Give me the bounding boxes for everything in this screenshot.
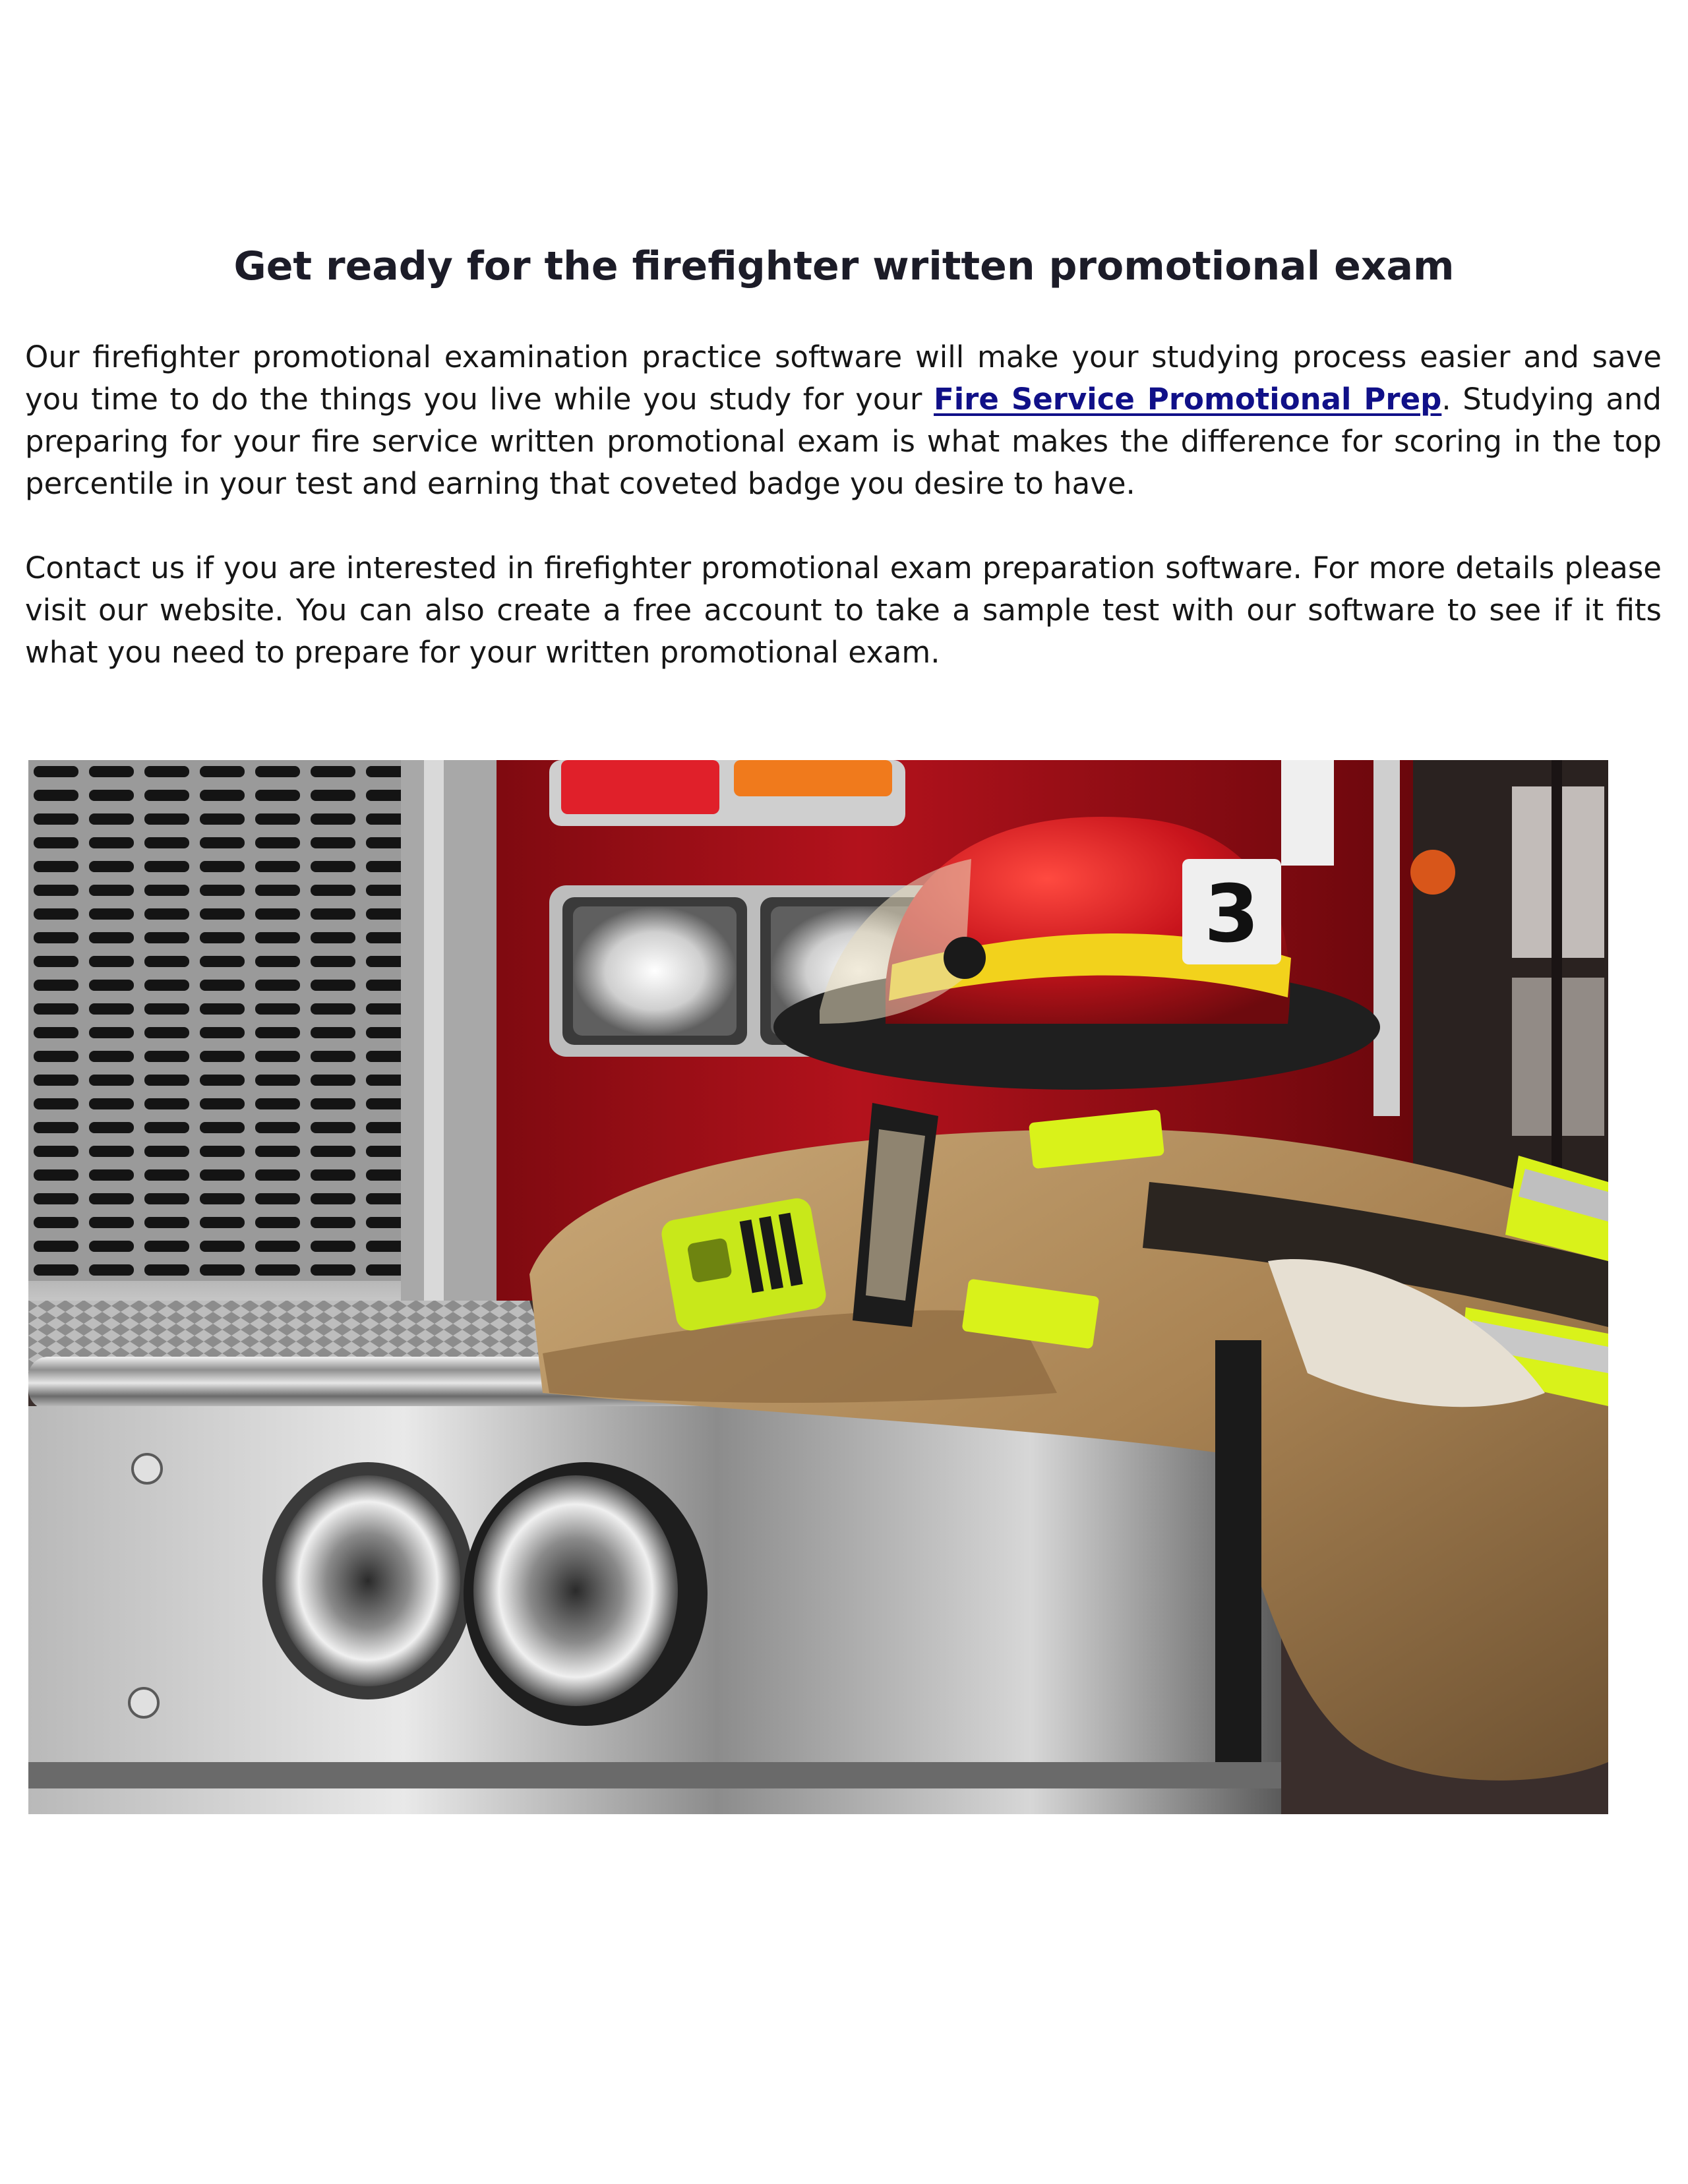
intro-text-before-link: Our firefighter promotional examination practice software will make your studying process easier and save you time to do the things you live while you study for your [25, 339, 1662, 417]
intro-paragraph [25, 336, 1662, 505]
intro-text-after-link: . Studying and preparing for your fire service written promotional exam is what makes the difference for scoring in the top percentile in your test and earning that coveted badge you desire to have. [25, 382, 1662, 501]
contact-paragraph: Contact us if you are interested in firefighter promotional exam preparation software. For more details please visit our website. You can also create a free account to take a sample test with our software to see if it fits what you need to prepare for your written promotional exam. [25, 550, 1662, 670]
fire-service-promotional-prep-link[interactable]: Fire Service Promotional Prep [934, 382, 1442, 417]
helmet-number: 3 [1204, 869, 1259, 960]
fire-truck-helmet-photo [28, 760, 1608, 1814]
page-title: Get ready for the firefighter written promotional exam [233, 243, 1455, 289]
